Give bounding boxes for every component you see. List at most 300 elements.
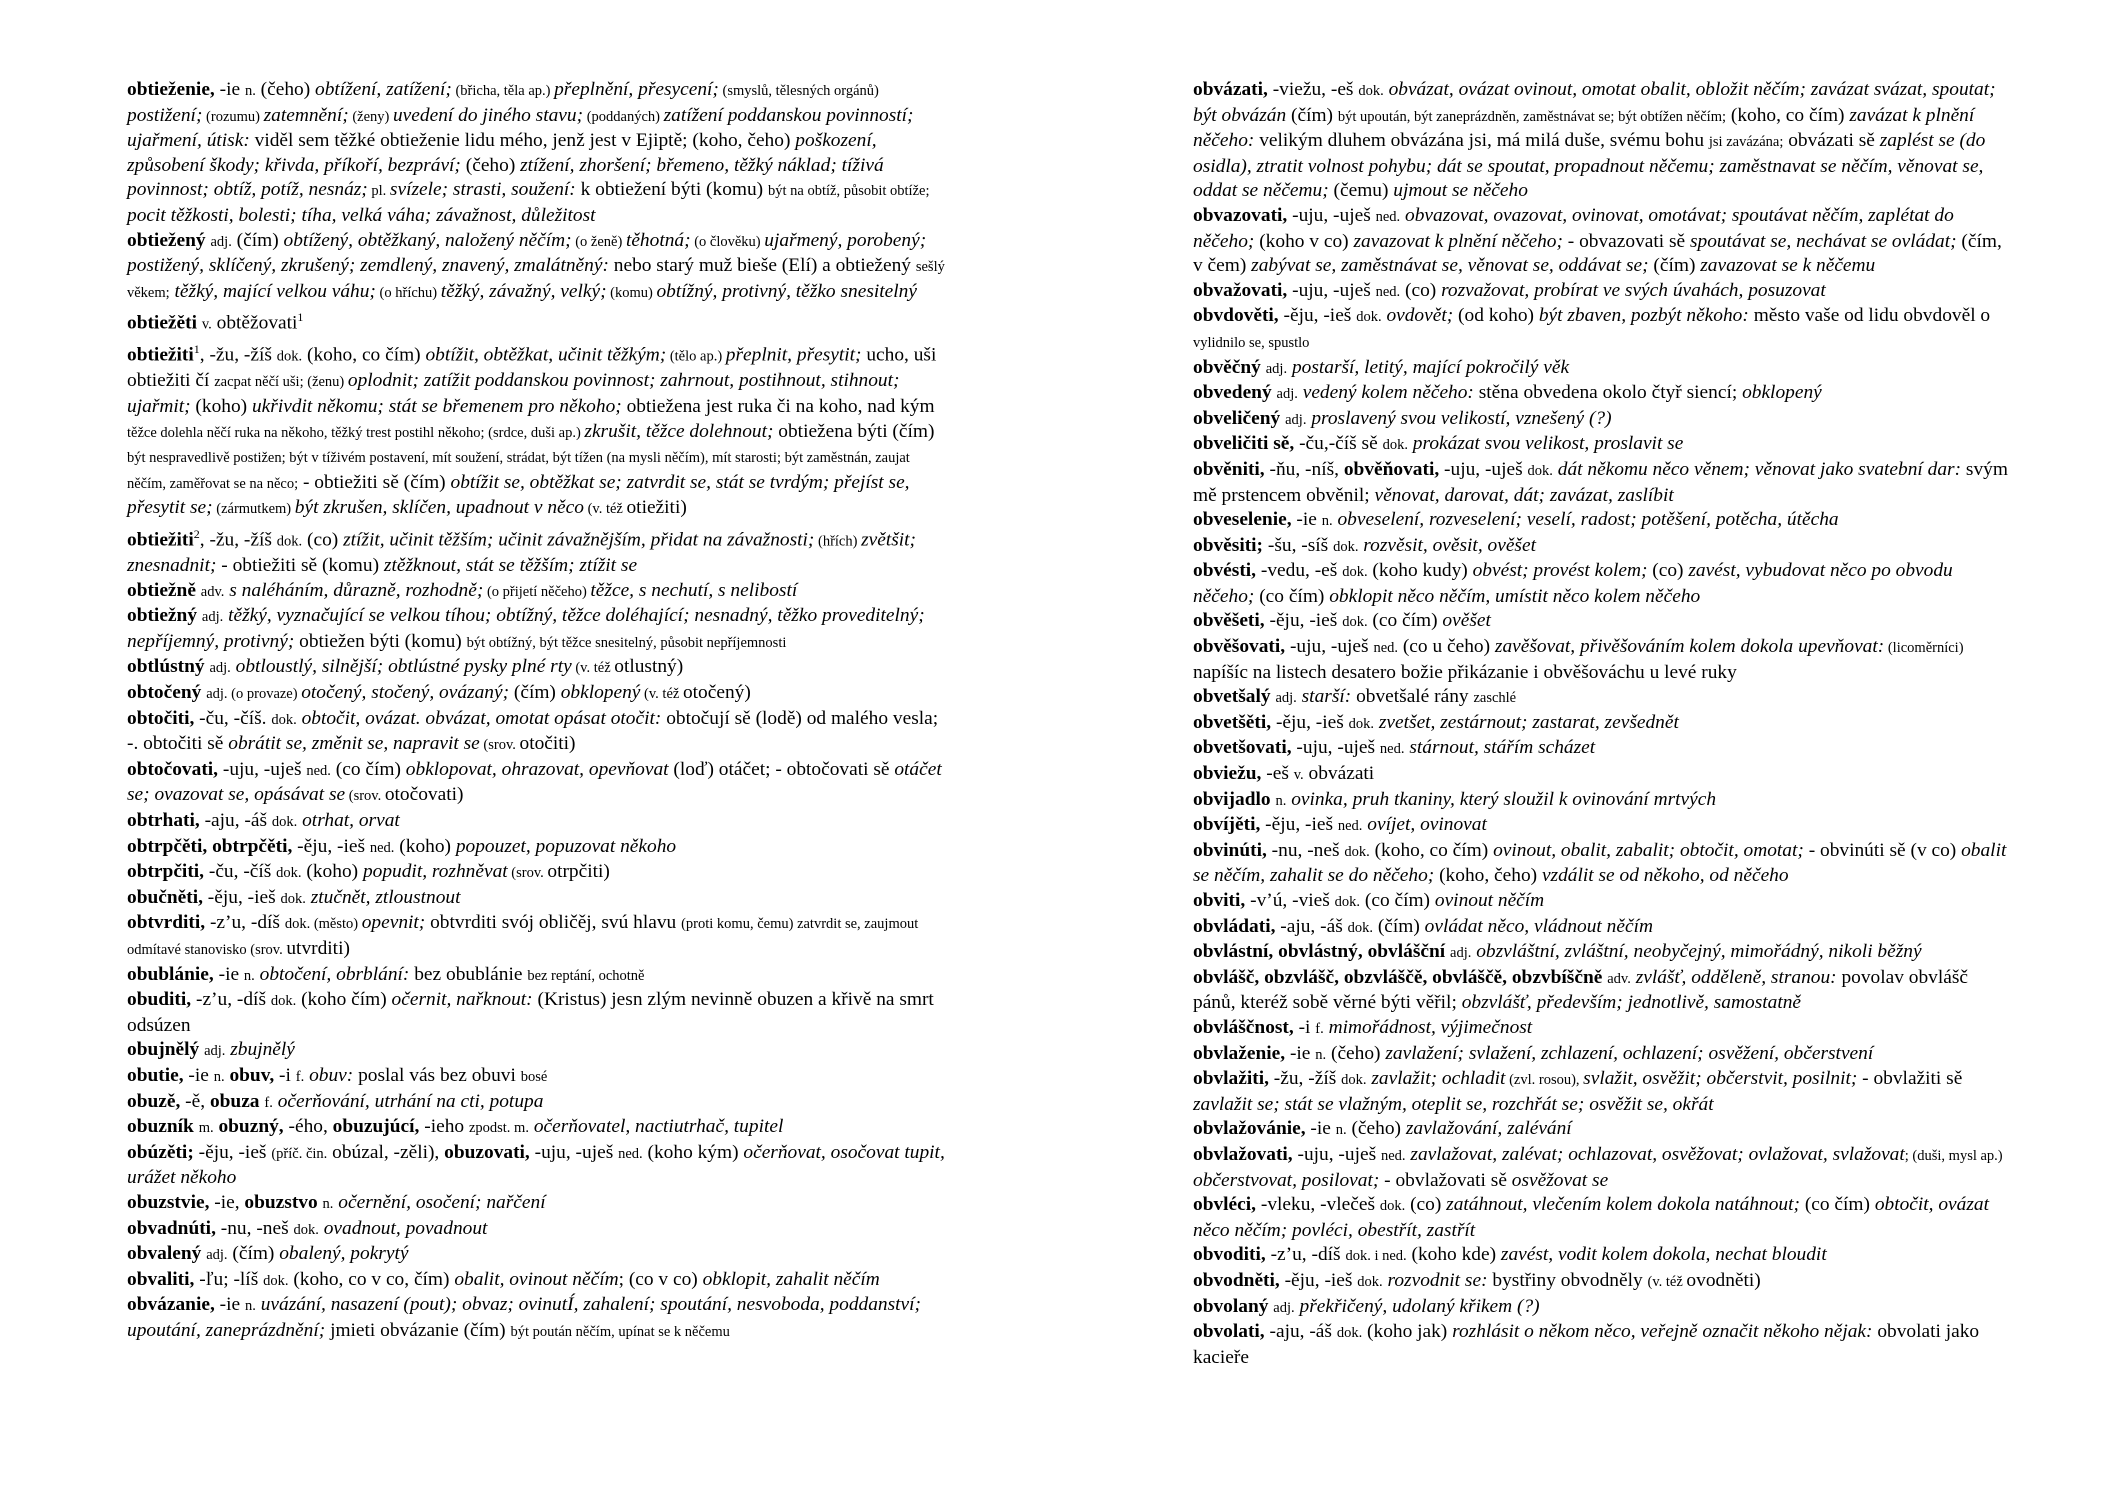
definition-text: obalit se něčím, zahalit se do něčeho; (1193, 839, 2007, 887)
headword: obuzstvo (244, 1191, 318, 1213)
entry-text: -z’u, -díš (191, 989, 271, 1011)
note-text: f. (1315, 1020, 1324, 1037)
headword: obvetšovati, (1193, 737, 1292, 759)
note-text: dok. (263, 1272, 289, 1289)
entry-text: -i (1293, 1016, 1316, 1038)
definition-text: být zkrušen, sklíčen, upadnout v něco (294, 497, 584, 519)
headword: obvlažovati, (1193, 1143, 1293, 1165)
note-text: dok. (1356, 309, 1382, 326)
note-text: ned. (369, 839, 395, 856)
entry-text: (koho, co čím) (1726, 104, 1850, 126)
note-text: dok. (284, 916, 311, 933)
note-text: n. (213, 1068, 225, 1085)
definition-text: zavazovat se k něčemu (1700, 255, 1876, 277)
definition-text: ovinka, pruh tkaniny, který sloužil k ovinování mrtvých (1291, 788, 1717, 810)
note-text: dok. i ned. (1345, 1248, 1407, 1265)
note-text: dok. (271, 711, 297, 728)
note-text: n. (244, 1298, 256, 1315)
dictionary-entry (1193, 381, 2013, 407)
entry-text: obtvrditi svój obličěj, svú hlavu (425, 912, 682, 934)
note-text: dok. (276, 865, 302, 882)
entry-text: obtiežena býti (čím) (773, 420, 935, 442)
headword: obtiežiti (127, 344, 194, 366)
definition-text: popouzet, popuzovat někoho (455, 835, 677, 857)
definition-text: obtížený, obtěžkaný, naložený něčím; (283, 229, 572, 251)
dictionary-entry (127, 1268, 947, 1294)
entry-text: (co čím) (1360, 890, 1435, 911)
entry-text: (čeho) (1346, 1118, 1406, 1140)
entry-text: -ého, (283, 1116, 333, 1138)
definition-text: poškození, způsobení škody; křivda, příkoří, bezpráví; (127, 130, 877, 176)
definition-text: obtloustlý, silnější; obtlústné pysky plné rty (235, 656, 572, 678)
headword: obvoditi, (1193, 1244, 1266, 1266)
headword: obuditi, (127, 989, 192, 1011)
dictionary-entry (1193, 407, 2013, 433)
entry-text: bystřiny obvodněly (1487, 1269, 1648, 1291)
definition-text: zavést, vodit kolem dokola, nechat bloudit (1500, 1244, 1827, 1266)
definition-text: ovládat něco, vládnout něčím (1424, 915, 1653, 937)
entry-text: - obtiežiti sě (čím) (298, 471, 451, 493)
dictionary-entry (127, 604, 947, 655)
note-text: dok. (1379, 1198, 1406, 1215)
entry-text: otlustný) (614, 656, 684, 678)
note-text: f. (295, 1068, 305, 1085)
definition-text: zavlažit; ochladit (1371, 1068, 1506, 1090)
note-text: být nespravedlivě postižen; být v tíživém postavení, mít soužení, strádat, být tížen (na mysli něčím), mít starosti; být zaměstnán, zaujat něčím, zaměřovat se na něco; (127, 450, 910, 492)
entry-text: obvázati sě (1783, 130, 1880, 152)
dictionary-entry (127, 305, 947, 337)
note-text: být upoután, být zaneprázdněn, zaměstnávat se; být obtížen něčím; (1337, 108, 1727, 125)
entry-text: -ču,-číš sě (1294, 433, 1383, 455)
entry-text: (čím) (1648, 255, 1701, 277)
headword: obvdověti, (1193, 305, 1279, 327)
note-text: (o provaze) (227, 686, 302, 703)
entry-text: otiežiti) (626, 497, 687, 519)
entry-text: (co čím) (330, 758, 406, 780)
definition-text: vedený kolem něčeho: (1302, 382, 1474, 404)
definition-text: obtížit, obtěžkat, učinit těžkým; (425, 344, 667, 366)
entry-text: (co) (1647, 560, 1689, 582)
entry-text: -uju, -uješ (529, 1141, 619, 1163)
definition-text: ovíjet, ovinovat (1367, 814, 1487, 836)
dictionary-entry (1193, 1269, 2013, 1295)
dictionary-entry (127, 988, 947, 1038)
headword: obuzník (127, 1116, 194, 1138)
entry-text: -aju, -áš (199, 810, 272, 832)
dictionary-entry (1193, 304, 2013, 355)
dictionary-entry (127, 78, 947, 229)
definition-text: obzvlášť, především; jednotlivě, samostatně (1461, 992, 1802, 1014)
entry-text: obtiežen býti (komu) (294, 630, 467, 652)
note-text: ned. (1373, 640, 1398, 657)
definition-text: osvěžovat se (1511, 1169, 1609, 1191)
headword: obvěsiti; (1193, 534, 1264, 556)
definition-text: zkrušit, těžce dolehnout; (584, 420, 774, 442)
definition-text: otáčet se; ovazovat se, opásávat se (127, 758, 942, 806)
note-text: adj. (201, 609, 224, 626)
dictionary-entry (1193, 889, 2013, 915)
definition-text: proslavený svou velikostí, vznešený (?) (1311, 407, 1612, 429)
entry-text: (co čím) (1799, 1194, 1875, 1216)
entry-text: (co) (302, 529, 344, 551)
headword: obvázati, (1193, 79, 1268, 100)
definition-text: zbujnělý (230, 1039, 295, 1061)
headword: obtrpčěti, obtrpčěti, (127, 835, 293, 857)
entry-text: -z’u, -díš (205, 912, 285, 934)
right-column (1193, 78, 2013, 1370)
headword: obtiežěti (127, 312, 197, 334)
dictionary-entry (1193, 559, 2013, 609)
note-text: (hřích) (814, 533, 862, 550)
headword: obtvrditi, (127, 912, 206, 934)
entry-text: -ěju, -ieš (1264, 610, 1343, 632)
note-text: n. (243, 967, 255, 984)
dictionary-entry (127, 809, 947, 835)
dictionary-entry (127, 1217, 947, 1243)
entry-text: -uju, -uješ (1287, 279, 1376, 301)
dictionary-entry (1193, 204, 2013, 279)
headword: obviežu, (1193, 763, 1262, 785)
definition-text: zvlášť, odděleně, stranou: (1635, 966, 1837, 988)
headword: obtiežiti (127, 529, 194, 551)
entry-text: poslal vás bez obuvi (353, 1064, 521, 1086)
dictionary-entry (1193, 1193, 2013, 1243)
note-text: adj. (1275, 690, 1297, 707)
dictionary-entry (127, 1038, 947, 1064)
definition-text: zvetšet, zestárnout; zastarat, zevšednět (1378, 711, 1679, 733)
entry-text: nebo starý muž bieše (Elí) a obtiežený (608, 255, 916, 277)
note-text: (tělo ap.) (666, 348, 726, 365)
definition-text: obtočit, ovázat. obvázat, omotat opásat otočit: (301, 707, 662, 729)
definition-text: ujmout se něčeho (1393, 180, 1528, 202)
headword: obvodněti, (1193, 1269, 1280, 1291)
note-text: (o ženě) (571, 233, 626, 250)
definition-text: občerstvovat, posilovat; (1193, 1169, 1380, 1191)
note-text: ned. (618, 1145, 643, 1162)
definition-text: očernit, nařknout: (391, 989, 533, 1011)
definition-text: zvětšit; znesnadnit; (127, 529, 917, 577)
entry-text: (koho, co čím) (1369, 839, 1494, 861)
entry-text: (koho) (394, 835, 456, 857)
note-text: adv. (200, 583, 225, 600)
dictionary-entry (1193, 1016, 2013, 1042)
definition-text: ujařmený, porobený; postižený, sklíčený, zkrušený; zemdlený, znavený, zmalátněný: (127, 229, 927, 277)
definition-text: ztížit, učinit těžším; učinit závažnějším, přidat na závažnosti; (343, 529, 815, 551)
definition-text: obtížný, protivný, těžko snesitelný (656, 280, 917, 302)
entry-text: utvrditi) (286, 938, 350, 959)
entry-text: obvolati jako kacieře (1193, 1321, 1980, 1368)
dictionary-entry (127, 1090, 947, 1116)
note-text: dok. (1334, 894, 1361, 910)
entry-text: -ču, -číš. (194, 707, 272, 729)
definition-text: zatemnění; (263, 104, 349, 126)
note-text: dok. (1341, 1072, 1367, 1089)
dictionary-entry (127, 681, 947, 707)
note-text: adj. (1276, 386, 1298, 403)
note-text: (ženy) (348, 108, 393, 125)
definition-text: zavlažení; svlažení, zchlazení, ochlazení; osvěžení, občerstvení (1385, 1042, 1874, 1064)
entry-text: -ieho (419, 1116, 469, 1138)
headword: obtočovati, (127, 758, 219, 780)
dictionary-entry (127, 963, 947, 989)
definition-text: obveselení, rozveselení; veselí, radost; potěšení, potěcha, útěcha (1337, 509, 1839, 531)
note-text: adj. (204, 1043, 226, 1060)
dictionary-entry (1193, 508, 2013, 534)
entry-text: (co) (1400, 279, 1442, 301)
definition-text: přeplnění, přesycení; (554, 79, 719, 100)
entry-text: bez obublánie (409, 963, 528, 985)
entry-text: otočovati) (384, 784, 464, 806)
entry-text: (co u čeho) (1398, 636, 1495, 658)
entry-text: -ěju, -ieš (193, 1141, 272, 1163)
headword: obvěčný (1193, 356, 1261, 378)
headword: obvalený (127, 1243, 202, 1265)
note-text: dok. (276, 533, 303, 550)
dictionary-entry (1193, 711, 2013, 737)
entry-text: ; (co v co) (618, 1268, 703, 1290)
entry-text: -uju, -uješ (1285, 636, 1374, 658)
definition-text: těžký, vyznačující se velkou tíhou; obtížný, těžce doléhající; nesnadný, těžko proveditelný; nepříjemný, protivný; (127, 605, 925, 652)
note-text: n. (322, 1195, 334, 1212)
definition-text: uvázání, nasazení (pout); obvaz; ovinutÍ, zahalení; spoutání, nesvoboda, poddanství; upoutání, zaneprázdnění; (127, 1294, 921, 1341)
headword: obvinúti, (1193, 839, 1267, 861)
headword: obujnělý (127, 1039, 200, 1061)
headword: obvazovati, (1193, 204, 1288, 226)
note-text: (v. též (583, 501, 627, 518)
definition-text: mimořádnost, výjimečnost (1328, 1016, 1533, 1038)
entry-text: otočený) (682, 682, 751, 704)
dictionary-entry (1193, 1320, 2013, 1370)
entry-text: obtiežena jest ruka či na koho, nad kým (621, 396, 935, 418)
note-text: (o hříchu) (375, 284, 441, 301)
homonym-index: 1 (193, 342, 200, 357)
headword: obvaliti, (127, 1268, 195, 1290)
definition-text: očerňovat, osočovat tupit, urážet někoho (127, 1141, 945, 1189)
definition-text: obklopit, zahalit něčím (702, 1268, 880, 1290)
entry-text: obúzal, -zěli), (327, 1141, 445, 1163)
dictionary-entry (1193, 1117, 2013, 1143)
note-text: dok. (270, 993, 297, 1010)
entry-text: povolav obvlášč pánů, kteréž sobě věrné býti věřil; (1193, 966, 1969, 1014)
headword: obtrpčiti, (127, 861, 205, 883)
note-text: m. (198, 1120, 214, 1137)
entry-text: -ie, (209, 1191, 245, 1213)
dictionary-entry (1193, 78, 2013, 204)
entry-text: (koho kde) (1406, 1244, 1501, 1266)
definition-text: ovdovět; (1386, 305, 1454, 327)
note-text: v. (1293, 767, 1304, 784)
note-text: dok. (1342, 564, 1368, 581)
note-text: zaschlé (1473, 690, 1517, 707)
definition-text: obtížit se, obtěžkat se; zatvrdit se, stát se tvrdým; přejíst se, přesytit se; (127, 471, 910, 519)
entry-text: obvázati (1303, 763, 1375, 785)
entry-text: -v’ú, -vieš (1245, 890, 1335, 911)
headword: obuzujúcí, (332, 1116, 420, 1138)
headword: obutie, (127, 1064, 184, 1086)
entry-text: -ie (1305, 1118, 1336, 1140)
entry-text: obtočují sě (lodě) od malého vesla; -. obtočiti sě (127, 707, 939, 755)
homonym-index: 1 (297, 310, 304, 325)
note-text: (zvl. rosou), (1505, 1072, 1584, 1089)
entry-text: -šu, -síš (1263, 534, 1334, 556)
note-text: ned. (306, 762, 331, 779)
dictionary-entry (127, 1293, 947, 1344)
left-column (127, 78, 947, 1345)
note-text: těžce dolehla něčí ruka na někoho, těžký trest postihl někoho; (127, 424, 485, 441)
entry-text: velikým dluhem obvázána jsi, má milá duše, svému bohu (1254, 130, 1709, 152)
entry-text: -ěju, -ieš (1279, 1269, 1358, 1291)
entry-text: (co čím) (1367, 610, 1443, 632)
entry-text: (koho, co v co, čím) (288, 1268, 455, 1290)
definition-text: postižení; (127, 104, 203, 126)
headword: obuv, (229, 1064, 275, 1086)
entry-text: (čím) (509, 682, 561, 704)
entry-text: - obvlažiti sě (1857, 1068, 1963, 1090)
entry-text: (čeho) (460, 154, 521, 176)
definition-text: vzdálit se od někoho, od něčeho (1541, 865, 1789, 887)
entry-text: -viežu, -eš (1267, 79, 1359, 100)
entry-text: -ie (1291, 509, 1322, 531)
note-text: (o přijetí něčeho) (483, 583, 591, 600)
entry-text: (čím) (227, 1243, 280, 1265)
definition-text: obzvláštní, zvláštní, neobyčejný, mimořádný, nikoli běžný (1476, 941, 1922, 963)
entry-text: ovodněti) (1686, 1269, 1761, 1291)
definition-text: zatížení poddanskou povinností; ujařmení, útisk: (127, 104, 914, 152)
headword: obtlústný (127, 656, 205, 678)
headword: obvolati, (1193, 1321, 1265, 1343)
note-text: n. (1321, 513, 1333, 530)
dictionary-entry (127, 1064, 947, 1090)
note-text: (smyslů, tělesných orgánů) (718, 83, 879, 99)
definition-text: obalený, pokrytý (279, 1243, 409, 1265)
note-text: dok. (280, 890, 306, 907)
definition-text: prokázat svou velikost, proslavit se (1412, 433, 1684, 455)
definition-text: svlažit, osvěžit; občerstvit, posilnit; (1583, 1068, 1858, 1090)
headword: obveličený (1193, 407, 1281, 429)
dictionary-entry (1193, 1042, 2013, 1068)
note-text: (v. též (1647, 1273, 1687, 1290)
definition-text: těžce, s nechutí, s nelibostí (590, 579, 798, 601)
definition-text: zaplést se (do osidla), ztratit volnost pohybu; dát se spoutat, propadnout něčemu; zaměstnavat se něčím, věnovat se, oddat se něčemu; (1193, 130, 1986, 202)
definition-text: překřičený, udolaný křikem (?) (1299, 1295, 1540, 1317)
entry-text: stěna obvedena okolo čtyř siencí; (1473, 382, 1743, 404)
entry-text: -uju, -uješ (1292, 1143, 1381, 1165)
headword: obvěšeti, (1193, 610, 1265, 632)
definition-text: rozhlásit o někom něco, veřejně označit někoho nějak: (1452, 1321, 1873, 1343)
dictionary-entry (127, 522, 947, 579)
definition-text: věnovat, darovat, dát; zavázat, zaslíbit (1374, 484, 1674, 506)
note-text: (srov. (246, 942, 287, 958)
note-text: n. (244, 83, 256, 99)
headword: obvláščnost, (1193, 1016, 1294, 1038)
entry-text: -uju, -uješ (1287, 204, 1376, 226)
dictionary-entry (1193, 1143, 2013, 1193)
note-text: dok. (1336, 1325, 1363, 1342)
note-text: dok. (1527, 462, 1553, 479)
note-text: adj. (206, 1247, 228, 1264)
headword: obvlažiti, (1193, 1068, 1269, 1090)
note-text: (rozumu) (202, 108, 264, 125)
definition-text: ztížení, zhoršení; břemeno, těžký náklad; tíživá povinnost; obtíž, potíž, nesnáz; (127, 154, 884, 201)
definition-text: pocit těžkosti, bolesti; tíha, velká váha; závažnost, důležitost (127, 204, 596, 226)
entry-text: -žu, -žíš (1268, 1068, 1342, 1090)
entry-text: -ie (213, 963, 244, 985)
note-text: n. (1315, 1046, 1327, 1063)
entry-text: ucho, uši obtiežiti čí (127, 344, 937, 392)
entry-text: -aju, -áš (1275, 915, 1348, 937)
entry-text: k obtiežení býti (komu) (575, 179, 768, 201)
note-text: zacpat něčí uši; (214, 374, 304, 391)
entry-text: -ľu; -líš (194, 1268, 264, 1290)
note-text: dok. (1344, 843, 1370, 860)
headword: obučněti, (127, 886, 203, 908)
headword: obtiežný (127, 605, 198, 627)
definition-text: obvazovat, ovazovat, ovinovat, omotávat; spoutávat něčím, zaplétat do něčeho; (1193, 204, 1954, 252)
headword: obvléci, (1193, 1194, 1257, 1216)
note-text: f. (264, 1094, 273, 1111)
entry-text: -ie (1285, 1042, 1316, 1064)
note-text: (srov. (345, 788, 385, 805)
definition-text: ztěžknout, stát se těžším; ztížit se (383, 555, 638, 577)
note-text: sešlý věkem; (127, 259, 945, 301)
definition-text: dát někomu něco věnem; věnovat jako svatební dar: (1557, 458, 1962, 480)
dictionary-entry (1193, 966, 2013, 1016)
definition-text: ovinout, obalit, zabalit; obtočit, omotat; (1493, 839, 1804, 861)
entry-text: (koho jak) (1362, 1321, 1453, 1343)
headword: obvěšovati, (1193, 636, 1286, 658)
definition-text: popudit, rozhněvat (362, 861, 508, 883)
note-text: ned. (1380, 1147, 1406, 1164)
dictionary-entry (127, 860, 947, 886)
entry-text: -ěju, -ieš (1271, 711, 1349, 733)
homonym-index: 2 (193, 527, 200, 542)
entry-text: (koho) (190, 396, 252, 418)
entry-text: (co) (1405, 1194, 1447, 1216)
entry-text: -eš (1261, 763, 1294, 785)
note-text: v. (201, 316, 212, 333)
note-text: dok. (1358, 83, 1384, 99)
headword: obvlášč, obzvlášč, obzvláščě, obvláščě, obzvbíščně (1193, 966, 1603, 988)
entry-text: otočiti) (519, 733, 576, 755)
dictionary-entry (127, 337, 947, 522)
entry-text: napíšíc na listech desatero božie přikázanie i obvěšováchu u levé ruky (1193, 661, 1737, 683)
entry-text: -aju, -áš (1264, 1321, 1337, 1343)
note-text: dok. (1347, 919, 1373, 936)
dictionary-entry (1193, 1067, 2013, 1117)
headword: obuza (209, 1090, 260, 1112)
entry-text: -ie (214, 79, 245, 100)
entry-text: (co čím) (1254, 585, 1330, 607)
note-text: bosé (520, 1068, 548, 1085)
entry-text: -ie (214, 1294, 245, 1316)
headword: obvetšalý (1193, 686, 1271, 708)
dictionary-entry (1193, 788, 2013, 814)
headword: obtiežený (127, 229, 206, 251)
definition-text: těžký, závažný, velký; (440, 280, 607, 302)
dictionary-entry (1193, 762, 2013, 788)
entry-text: viděl sem těžké obtieženie lidu mého, jenž jest v Ejiptě; (koho, čeho) (249, 130, 796, 152)
entry-text: (koho čím) (296, 989, 392, 1011)
definition-text: zavlažovat, zalévat; ochlazovat, osvěžovat; ovlažovat, svlažovat (1410, 1143, 1905, 1165)
dictionary-entry (1193, 356, 2013, 382)
dictionary-entry (1193, 915, 2013, 941)
note-text: ned. (1337, 818, 1363, 835)
definition-text: očernění, osočení; nařčení (338, 1191, 546, 1213)
headword: obtiežně (127, 579, 196, 601)
entry-text: -uju, -uješ (1439, 458, 1528, 480)
definition-text: očerňování, utrhání na cti, potupa (277, 1090, 544, 1112)
entry-text: - obvinúti sě (v co) (1803, 839, 1962, 861)
